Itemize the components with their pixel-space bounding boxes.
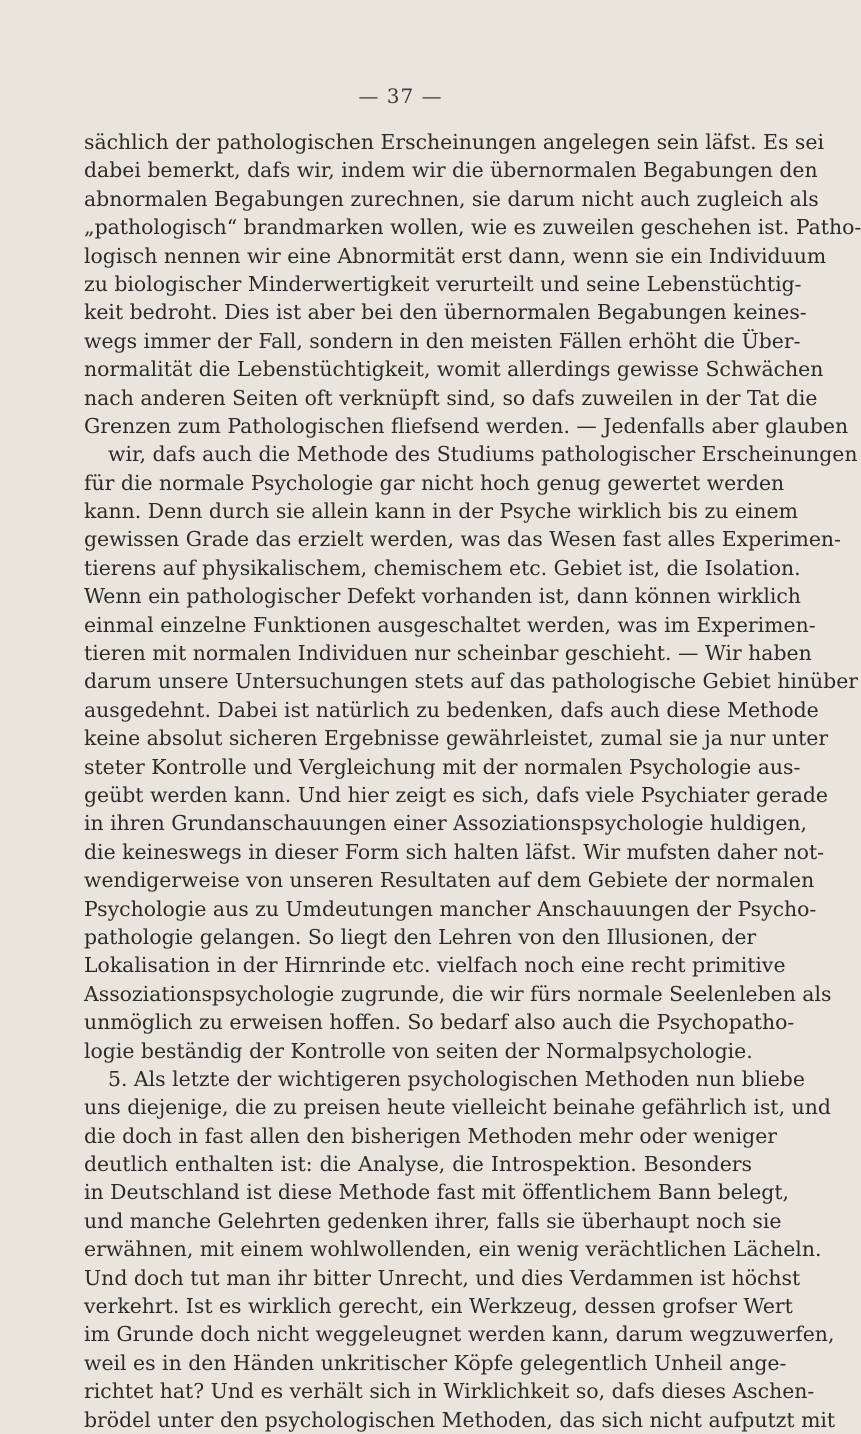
- text-line: wir, dafs auch die Methode des Studiums pathologischer Erscheinungen: [108, 442, 858, 467]
- text-line: Und doch tut man ihr bitter Unrecht, und dies Verdammen ist höchst: [84, 1265, 801, 1290]
- text-line: in Deutschland ist diese Methode fast mit öffentlichem Bann belegt,: [84, 1180, 790, 1205]
- text-line: sächlich der pathologischen Erscheinungen angelegen sein läfst. Es sei: [84, 130, 824, 154]
- text-line: „pathologisch“ brandmarken wollen, wie es zuweilen geschehen ist. Patho-: [84, 215, 861, 240]
- body-text: [84, 128, 861, 1434]
- text-line: dabei bemerkt, dafs wir, indem wir die übernormalen Begabungen den: [84, 158, 818, 183]
- text-line: und manche Gelehrten gedenken ihrer, falls sie überhaupt noch sie: [84, 1208, 782, 1233]
- text-line: Assoziationspsychologie zugrunde, die wir fürs normale Seelenleben als: [84, 981, 832, 1006]
- text-line: geübt werden kann. Und hier zeigt es sich, dafs viele Psychiater gerade: [84, 782, 828, 807]
- text-line: deutlich enthalten ist: die Analyse, die Introspektion. Besonders: [84, 1152, 752, 1177]
- text-line: 5. Als letzte der wichtigeren psychologischen Methoden nun bliebe: [108, 1066, 805, 1091]
- text-line: Grenzen zum Pathologischen fliefsend werden. — Jedenfalls aber glauben: [84, 413, 849, 438]
- text-line: logie beständig der Kontrolle von seiten der Normalpsychologie.: [84, 1038, 753, 1063]
- text-line: in ihren Grundanschauungen einer Assoziationspsychologie huldigen,: [84, 811, 808, 836]
- text-line: abnormalen Begabungen zurechnen, sie darum nicht auch zugleich als: [84, 186, 819, 211]
- text-line: unmöglich zu erweisen hoffen. So bedarf also auch die Psychopatho-: [84, 1010, 795, 1035]
- text-line: ausgedehnt. Dabei ist natürlich zu bedenken, dafs auch diese Methode: [84, 697, 819, 722]
- page-number: — 37 —: [358, 84, 443, 108]
- text-line: Psychologie aus zu Umdeutungen mancher Anschauungen der Psycho-: [84, 896, 817, 921]
- text-line: wendigerweise von unseren Resultaten auf dem Gebiete der normalen: [84, 868, 815, 893]
- text-line: die keineswegs in dieser Form sich halten läfst. Wir mufsten daher not-: [84, 839, 825, 864]
- text-line: kann. Denn durch sie allein kann in der Psyche wirklich bis zu einem: [84, 499, 798, 524]
- text-line: normalität die Lebenstüchtigkeit, womit allerdings gewisse Schwächen: [84, 357, 824, 382]
- text-line: Lokalisation in der Hirnrinde etc. vielfach noch eine recht primitive: [84, 953, 786, 978]
- text-line: uns diejenige, die zu preisen heute vielleicht beinahe gefährlich ist, und: [84, 1095, 831, 1120]
- text-line: einmal einzelne Funktionen ausgeschaltet werden, was im Experimen-: [84, 612, 816, 637]
- text-line: verkehrt. Ist es wirklich gerecht, ein Werkzeug, dessen grofser Wert: [84, 1294, 793, 1319]
- text-line: tieren mit normalen Individuen nur scheinbar geschieht. — Wir haben: [84, 641, 812, 666]
- text-line: keine absolut sicheren Ergebnisse gewährleistet, zumal sie ja nur unter: [84, 726, 829, 751]
- text-line: tierens auf physikalischem, chemischem etc. Gebiet ist, die Isolation.: [84, 555, 801, 580]
- text-line: logisch nennen wir eine Abnormität erst dann, wenn sie ein Individuum: [84, 243, 827, 268]
- text-line: weil es in den Händen unkritischer Köpfe gelegentlich Unheil ange-: [84, 1350, 787, 1375]
- text-line: gewissen Grade das erzielt werden, was das Wesen fast alles Experimen-: [84, 527, 841, 552]
- text-line: zu biologischer Minderwertigkeit verurteilt und seine Lebenstüchtig-: [84, 271, 802, 296]
- text-line: nach anderen Seiten oft verknüpft sind, so dafs zuweilen in der Tat die: [84, 385, 818, 410]
- text-line: die doch in fast allen den bisherigen Methoden mehr oder weniger: [84, 1123, 778, 1148]
- text-line: pathologie gelangen. So liegt den Lehren von den Illusionen, der: [84, 924, 757, 949]
- text-line: keit bedroht. Dies ist aber bei den übernormalen Begabungen keines-: [84, 300, 807, 325]
- text-line: für die normale Psychologie gar nicht hoch genug gewertet werden: [84, 470, 785, 495]
- text-line: im Grunde doch nicht weggeleugnet werden kann, darum wegzuwerfen,: [84, 1322, 835, 1347]
- text-line: richtet hat? Und es verhält sich in Wirklichkeit so, dafs dieses Aschen-: [84, 1379, 815, 1404]
- text-line: erwähnen, mit einem wohlwollenden, ein wenig verächtlichen Lächeln.: [84, 1237, 822, 1262]
- text-line: steter Kontrolle und Vergleichung mit der normalen Psychologie aus-: [84, 754, 801, 779]
- text-line: brödel unter den psychologischen Methoden, das sich nicht aufputzt mit: [84, 1407, 836, 1432]
- text-line: darum unsere Untersuchungen stets auf das pathologische Gebiet hinüber: [84, 669, 859, 694]
- text-line: wegs immer der Fall, sondern in den meisten Fällen erhöht die Über-: [84, 328, 801, 353]
- text-line: Wenn ein pathologischer Defekt vorhanden ist, dann können wirklich: [84, 584, 801, 609]
